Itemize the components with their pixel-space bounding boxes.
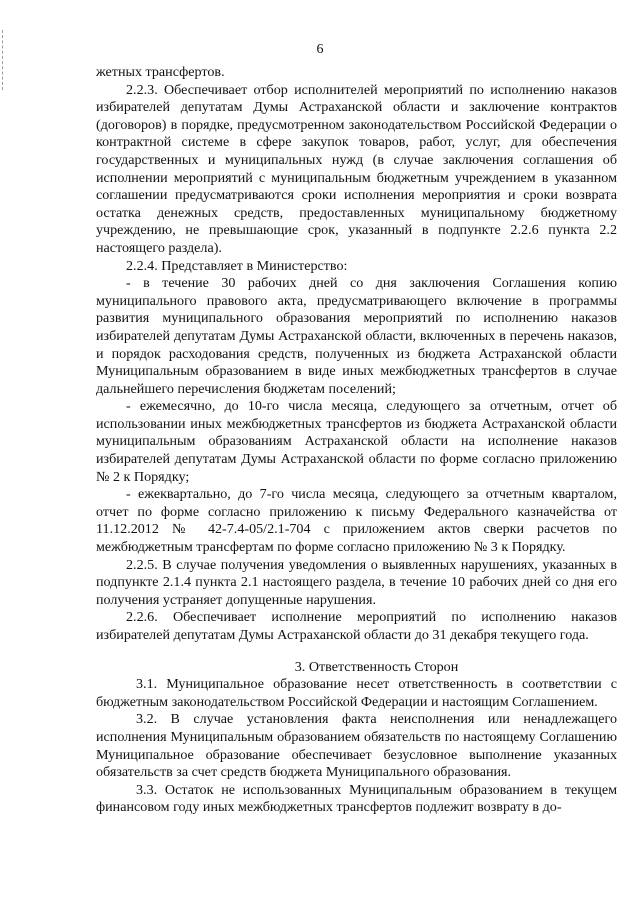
paragraph-continuation: жетных трансфертов. xyxy=(96,64,225,80)
paragraph-2-2-6: 2.2.6. Обеспечивает исполнение мероприятий по исполнению наказов избирателей депутатам Думы Астраханской области до 31 декабря текущего года. xyxy=(96,609,617,643)
document-body xyxy=(96,64,617,817)
section-gap xyxy=(96,645,617,651)
list-item-monthly: - ежемесячно, до 10-го числа месяца, следующего за отчетным, отчет об использовании иных межбюджетных трансфертов из бюджета Астраханской области муниципальным образованиям Астраханской области на исполнение наказов избирателей депутатам Думы Астраханской области по форме согласно приложению № 2 к Порядку; xyxy=(96,398,617,485)
list-item-quarterly: - ежеквартально, до 7-го числа месяца, следующего за отчетным кварталом, отчет по форме согласно приложению к письму Федерального казначейства от 11.12.2012 № 42-7.4-05/2.1-704 с приложением актов сверки расчетов по межбюджетным трансфертам по форме согласно приложению № 3 к Порядку. xyxy=(96,486,617,556)
paragraph-2-2-3: 2.2.3. Обеспечивает отбор исполнителей мероприятий по исполнению наказов избирателей депутатам Думы Астраханской области и заключение контрактов (договоров) в порядке, предусмотренном законодательством Российской Федерации о контрактной системе в сфере закупок товаров, работ, услуг, для обеспечения государственных и муниципальных нужд (в случае заключения соглашения об исполнении мероприятий с муниципальным бюджетным учреждением в указанном соглашении предусматриваются сроки исполнения мероприятия и сроки возврата остатка денежных средств, предоставленных муниципальному бюджетному учреждению, не превышающие срок, указанный в подпункте 2.2.6 пункта 2.2 настоящего раздела). xyxy=(96,81,617,256)
paragraph-3-2: 3.2. В случае установления факта неисполнения или ненадлежащего исполнения Муниципальным образованием обязательств по настоящему Соглашению Муниципальное образование обеспечивает безусловное выполнение указанных обязательств за счет средств бюджета Муниципального образования. xyxy=(96,711,617,781)
paragraph-3-1: 3.1. Муниципальное образование несет ответственность в соответствии с бюджетным законодательством Российской Федерации и настоящим Соглашением. xyxy=(96,676,617,710)
paragraph-2-2-4: 2.2.4. Представляет в Министерство: xyxy=(126,257,348,274)
page-number: 6 xyxy=(316,42,324,57)
paragraph-2-2-5: 2.2.5. В случае получения уведомления о выявленных нарушениях, указанных в подпункте 2.1.4 пункта 2.1 настоящего раздела, в течение 10 рабочих дней со дня его получения устраняет допущенные нарушения. xyxy=(96,556,617,608)
list-item-30-days: - в течение 30 рабочих дней со дня заключения Соглашения копию муниципального правового акта, предусматривающего включение в программы развития муниципального образования мероприятий по исполнению наказов избирателей депутатам Думы Астраханской области, включенных в перечень наказов, и порядок расходования средств, полученных из бюджета Астраханской области Муниципальным образованием в виде иных межбюджетных трансфертов в случае дальнейшего перечисления бюджетам поселений; xyxy=(96,275,617,397)
scan-edge-marks xyxy=(2,30,7,90)
paragraph-3-3: 3.3. Остаток не использованных Муниципальным образованием в текущем финансовом году иных межбюджетных трансфертов подлежит возврату в до- xyxy=(96,781,617,816)
section-heading: 3. Ответственность Сторон xyxy=(294,658,459,675)
